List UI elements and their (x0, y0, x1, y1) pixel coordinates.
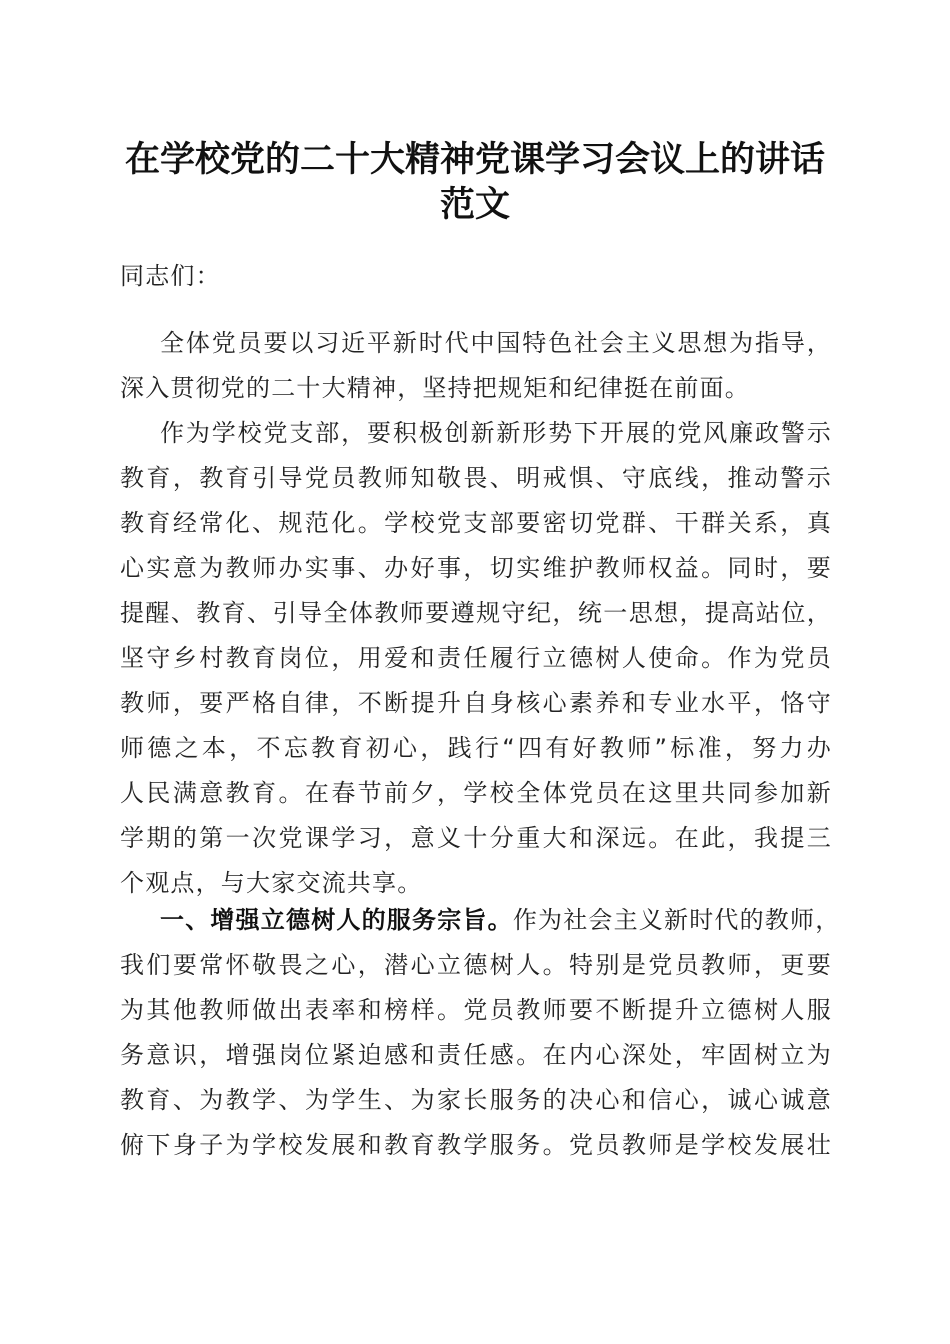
paragraph-3 (120, 898, 841, 1168)
paragraph-line: 提醒、教育、引导全体教师要遵规守纪，统一思想，提高站位， (120, 599, 832, 627)
paragraph-line: 个观点，与大家交流共享。 (120, 869, 423, 897)
paragraph-line: 俯下身子为学校发展和教育教学服务。党员教师是学校发展壮 (120, 1131, 832, 1159)
document-title-line-2: 范文 (439, 184, 510, 225)
paragraph-line: 为其他教师做出表率和榜样。党员教师要不断提升立德树人服 (120, 996, 832, 1024)
paragraph-line: 作为学校党支部，要积极创新新形势下开展的党风廉政警示 (160, 419, 832, 447)
paragraph-line: 学期的第一次党课学习，意义十分重大和深远。在此，我提三 (120, 824, 832, 852)
paragraph-line: 教育，教育引导党员教师知敬畏、明戒惧、守底线，推动警示 (120, 464, 832, 492)
paragraph-line: 我们要常怀敬畏之心，潜心立德树人。特别是党员教师，更要 (120, 951, 832, 979)
section-1-heading: 一、增强立德树人的服务宗旨。 (160, 906, 513, 934)
paragraph-line: 坚守乡村教育岗位，用爱和责任履行立德树人使命。作为党员 (120, 644, 832, 672)
paragraph-line: 全体党员要以习近平新时代中国特色社会主义思想为指导， (160, 329, 832, 357)
paragraph-line: 心实意为教师办实事、办好事，切实维护教师权益。同时，要 (120, 554, 832, 582)
paragraph-line: 务意识，增强岗位紧迫感和责任感。在内心深处，牢固树立为 (120, 1041, 832, 1069)
document-title-line-1: 在学校党的二十大精神党课学习会议上的讲话 (124, 139, 825, 180)
paragraph-2 (120, 411, 832, 906)
paragraph-line: 教育、为教学、为学生、为家长服务的决心和信心，诚心诚意 (120, 1086, 832, 1114)
paragraph-1 (120, 321, 832, 411)
paragraph-line: 师德之本，不忘教育初心，践行“四有好教师”标准，努力办 (120, 734, 832, 762)
paragraph-line: 深入贯彻党的二十大精神，坚持把规矩和纪律挺在前面。 (120, 374, 750, 402)
salutation: 同志们： (120, 262, 221, 290)
paragraph-3-first-line-text: 作为社会主义新时代的教师， (512, 906, 841, 934)
paragraph-line: 人民满意教育。在春节前夕，学校全体党员在这里共同参加新 (120, 779, 832, 807)
paragraph-line: 教育经常化、规范化。学校党支部要密切党群、干群关系，真 (120, 509, 832, 537)
paragraph-line (120, 898, 841, 943)
paragraph-line: 教师，要严格自律，不断提升自身核心素养和专业水平，恪守 (120, 689, 832, 717)
